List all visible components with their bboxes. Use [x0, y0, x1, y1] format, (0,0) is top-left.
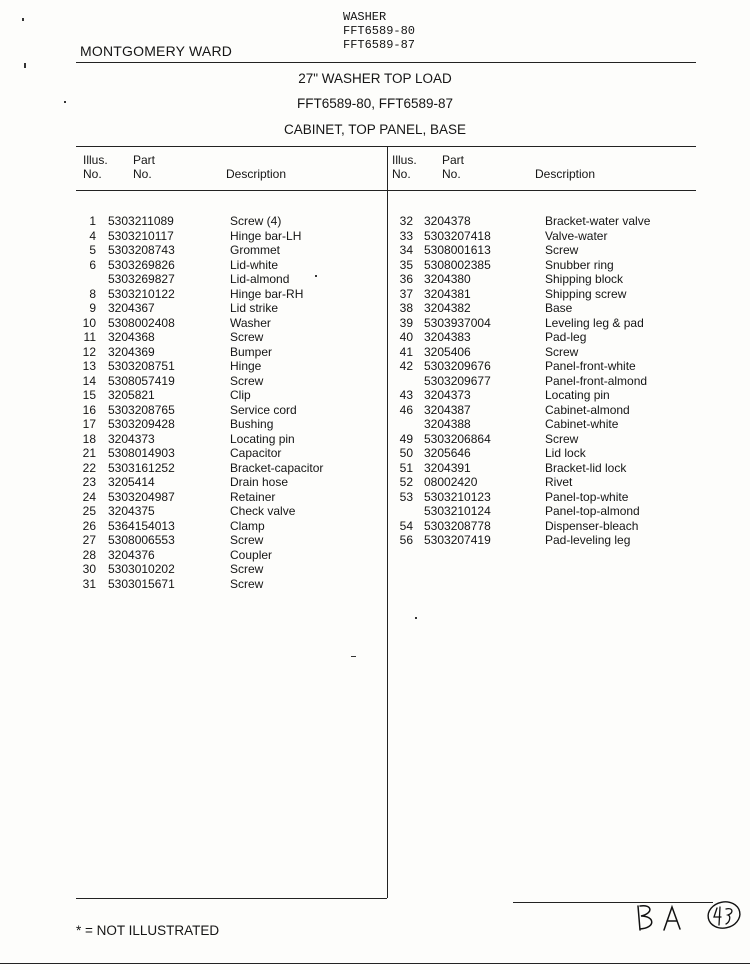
illus-no: 5 [89, 243, 96, 257]
description: Coupler [230, 547, 273, 562]
table-bottom-rule-left [76, 898, 387, 899]
table-row [0, 287, 750, 302]
table-row [0, 519, 750, 534]
description: Bracket-lid lock [545, 460, 627, 475]
table-top-rule [76, 146, 696, 147]
illus-no: 36 [399, 272, 413, 286]
table-header-rule [76, 190, 696, 191]
part-no: 5308014903 [108, 446, 175, 460]
part-no: 5303209428 [108, 417, 175, 431]
table-row [0, 214, 750, 229]
illus-no: 24 [82, 489, 96, 504]
part-no: 5303210123 [424, 489, 491, 504]
description: Lid strike [230, 301, 279, 315]
col-partno-label-right: No. [442, 167, 461, 181]
description: Shipping block [545, 272, 624, 286]
illus-no: 22 [82, 460, 96, 475]
illus-no: 33 [399, 228, 413, 243]
description: Capacitor [230, 446, 282, 460]
description: Screw [230, 373, 264, 388]
description: Valve-water [545, 228, 608, 243]
part-no: 3204380 [424, 272, 471, 286]
table-row [0, 432, 750, 447]
part-no: 5303207418 [424, 228, 491, 243]
description: Drain hose [230, 475, 289, 489]
part-no: 3204387 [424, 402, 471, 417]
col-partno-label-left: No. [133, 167, 152, 181]
part-no: 3205821 [108, 388, 155, 402]
table-row [0, 490, 750, 505]
part-no: 5303208765 [108, 402, 175, 417]
illus-no: 10 [82, 315, 96, 330]
illus-no: 17 [82, 417, 96, 431]
scan-speck [24, 63, 26, 68]
part-no: 5303015671 [108, 576, 175, 591]
illus-no: 46 [399, 402, 413, 417]
illus-no: 31 [82, 576, 96, 591]
table-row [0, 562, 750, 577]
part-no: 5308001613 [424, 243, 491, 257]
part-no: 3204383 [424, 330, 471, 344]
illus-no: 30 [82, 562, 96, 576]
part-no: 5303209676 [424, 359, 491, 373]
illus-no: 27 [82, 533, 96, 547]
description: Rivet [545, 475, 573, 489]
part-no: 5303204987 [108, 489, 175, 504]
description: Lid-white [230, 257, 279, 272]
description: Shipping screw [545, 286, 627, 301]
illus-no: 56 [399, 533, 413, 547]
description: Hinge [230, 359, 262, 373]
description: Grommet [230, 243, 281, 257]
illus-no: 28 [82, 547, 96, 562]
illus-no: 51 [399, 460, 413, 475]
description: Panel-front-white [545, 359, 636, 373]
description: Bumper [230, 344, 273, 359]
part-no: 5303010202 [108, 562, 175, 576]
top-rule [76, 62, 696, 63]
description: Pad-leveling leg [545, 533, 631, 547]
part-no: 5308002385 [424, 257, 491, 272]
description: Screw [230, 562, 264, 576]
illus-no: 40 [399, 330, 413, 344]
table-row [0, 403, 750, 418]
illus-no: 43 [399, 388, 413, 402]
part-no: 3204388 [424, 417, 471, 431]
description: Cabinet-almond [545, 402, 630, 417]
part-no: 3204373 [108, 431, 155, 446]
brand-name: MONTGOMERY WARD [80, 43, 233, 59]
col-part-label-left: Part [133, 153, 156, 167]
part-no: 5303210122 [108, 286, 175, 301]
table-row [0, 461, 750, 476]
col-part-label-right: Part [442, 153, 465, 167]
illus-no: 42 [399, 359, 413, 373]
scan-speck [64, 101, 66, 103]
description: Washer [230, 315, 271, 330]
part-no: 3204378 [424, 214, 471, 228]
not-illustrated-note: * = NOT ILLUSTRATED [76, 923, 220, 938]
typed-line-2: FFT6589-80 [343, 24, 416, 38]
handwritten-initials-mark [628, 898, 743, 938]
page-title: 27" WASHER TOP LOAD [298, 71, 452, 86]
illus-no: 18 [82, 431, 96, 446]
part-no: 3204373 [424, 388, 471, 402]
part-no: 5303269826 [108, 257, 175, 272]
part-no: 5303206864 [424, 431, 491, 446]
description: Clamp [230, 518, 265, 533]
part-no: 3204382 [424, 301, 471, 315]
part-no: 3204391 [424, 460, 471, 475]
description: Bushing [230, 417, 274, 431]
part-no: 5303210117 [108, 228, 174, 243]
part-no: 5303208778 [424, 518, 491, 533]
illus-no: 15 [82, 388, 96, 402]
part-no: 5303937004 [424, 315, 491, 330]
illus-no: 14 [82, 373, 96, 388]
illus-no: 12 [82, 344, 96, 359]
description: Screw [545, 344, 579, 359]
description: Locating pin [230, 431, 295, 446]
part-no: 5364154013 [108, 518, 175, 533]
part-no: 3204367 [108, 301, 155, 315]
illus-no: 9 [89, 301, 96, 315]
part-no: 5303208751 [108, 359, 175, 373]
illus-no: 52 [399, 475, 413, 489]
table-row [0, 417, 750, 432]
description: Bracket-water valve [545, 214, 651, 228]
col-no-label-right: No. [392, 167, 411, 181]
illus-no: 50 [399, 446, 413, 460]
illus-no: 54 [399, 518, 413, 533]
description: Check valve [230, 504, 296, 518]
table-row [0, 258, 750, 273]
part-no: 5303161252 [108, 460, 175, 475]
part-no: 5308006553 [108, 533, 175, 547]
scan-speck [415, 617, 417, 619]
description: Lid-almond [230, 272, 290, 286]
illus-no: 32 [399, 214, 413, 228]
illus-no: 49 [399, 431, 413, 446]
table-row [0, 504, 750, 519]
table-row [0, 272, 750, 287]
part-no: 3205414 [108, 475, 155, 489]
part-no: 3204368 [108, 330, 155, 344]
part-no: 5303208743 [108, 243, 175, 257]
table-row [0, 548, 750, 563]
description: Pad-leg [545, 330, 587, 344]
illus-no: 34 [399, 243, 413, 257]
part-no: 5303210124 [424, 504, 491, 518]
section-title: CABINET, TOP PANEL, BASE [283, 122, 467, 137]
description: Leveling leg & pad [545, 315, 644, 330]
illus-no: 53 [399, 489, 413, 504]
illus-no: 6 [89, 257, 96, 272]
part-no: 3204375 [108, 504, 155, 518]
description: Screw [545, 431, 579, 446]
description: Screw [545, 243, 579, 257]
description: Cabinet-white [545, 417, 619, 431]
description: Panel-top-almond [545, 504, 640, 518]
illus-no: 13 [82, 359, 96, 373]
part-no: 3204369 [108, 344, 155, 359]
table-row [0, 229, 750, 244]
description: Panel-top-white [545, 489, 629, 504]
description: Hinge bar-LH [230, 228, 302, 243]
table-row [0, 301, 750, 316]
description: Screw [230, 330, 264, 344]
table-row [0, 533, 750, 548]
illus-no: 23 [82, 475, 96, 489]
part-no: 5303207419 [424, 533, 491, 547]
description: Clip [230, 388, 251, 402]
part-no: 3205406 [424, 344, 471, 359]
illus-no: 8 [89, 286, 96, 301]
table-row [0, 577, 750, 592]
part-no: 5308002408 [108, 315, 175, 330]
description: Base [545, 301, 573, 315]
table-row [0, 475, 750, 490]
table-row [0, 345, 750, 360]
description: Service cord [230, 402, 297, 417]
col-illus-label-right: Illus. [392, 153, 417, 167]
illus-no: 1 [89, 214, 96, 228]
description: Bracket-capacitor [230, 460, 324, 475]
description: Screw [230, 533, 264, 547]
part-no: 5303269827 [108, 272, 175, 286]
bottom-rule [0, 963, 750, 964]
illus-no: 26 [82, 518, 96, 533]
description: Locating pin [545, 388, 610, 402]
part-no: 08002420 [424, 475, 478, 489]
description: Snubber ring [545, 257, 614, 272]
part-no: 5303209677 [424, 373, 491, 388]
illus-no: 35 [399, 257, 413, 272]
illus-no: 39 [399, 315, 413, 330]
table-row [0, 243, 750, 258]
description: Hinge bar-RH [230, 286, 304, 301]
illus-no: 11 [83, 330, 96, 344]
col-illus-label-left: Illus. [83, 153, 108, 167]
scan-speck [351, 656, 356, 657]
part-no: 3204376 [108, 547, 155, 562]
col-description-label-right: Description [535, 167, 596, 181]
typed-line-1: WASHER [343, 10, 387, 24]
model-numbers: FFT6589-80, FFT6589-87 [296, 96, 454, 111]
col-no-label-left: No. [83, 167, 102, 181]
illus-no: 21 [82, 446, 96, 460]
table-row [0, 330, 750, 345]
part-no: 5308057419 [108, 373, 175, 388]
table-row [0, 446, 750, 461]
illus-no: 38 [399, 301, 413, 315]
table-row [0, 316, 750, 331]
part-no: 5303211089 [108, 214, 174, 228]
description: Panel-front-almond [545, 373, 648, 388]
part-no: 3204381 [424, 286, 471, 301]
table-row [0, 359, 750, 374]
description: Lid lock [545, 446, 586, 460]
description: Screw [230, 576, 264, 591]
illus-no: 37 [399, 286, 413, 301]
illus-no: 4 [89, 228, 96, 243]
illus-no: 41 [399, 344, 413, 359]
table-row [0, 388, 750, 403]
table-row [0, 374, 750, 389]
scan-speck [315, 275, 317, 277]
col-description-label-left: Description [226, 167, 287, 181]
part-no: 3205646 [424, 446, 471, 460]
illus-no: 16 [82, 402, 96, 417]
description: Screw (4) [230, 214, 282, 228]
description: Dispenser-bleach [545, 518, 639, 533]
illus-no: 25 [82, 504, 96, 518]
scan-speck [22, 18, 24, 21]
description: Retainer [230, 489, 276, 504]
typed-line-3: FFT6589-87 [343, 38, 416, 52]
